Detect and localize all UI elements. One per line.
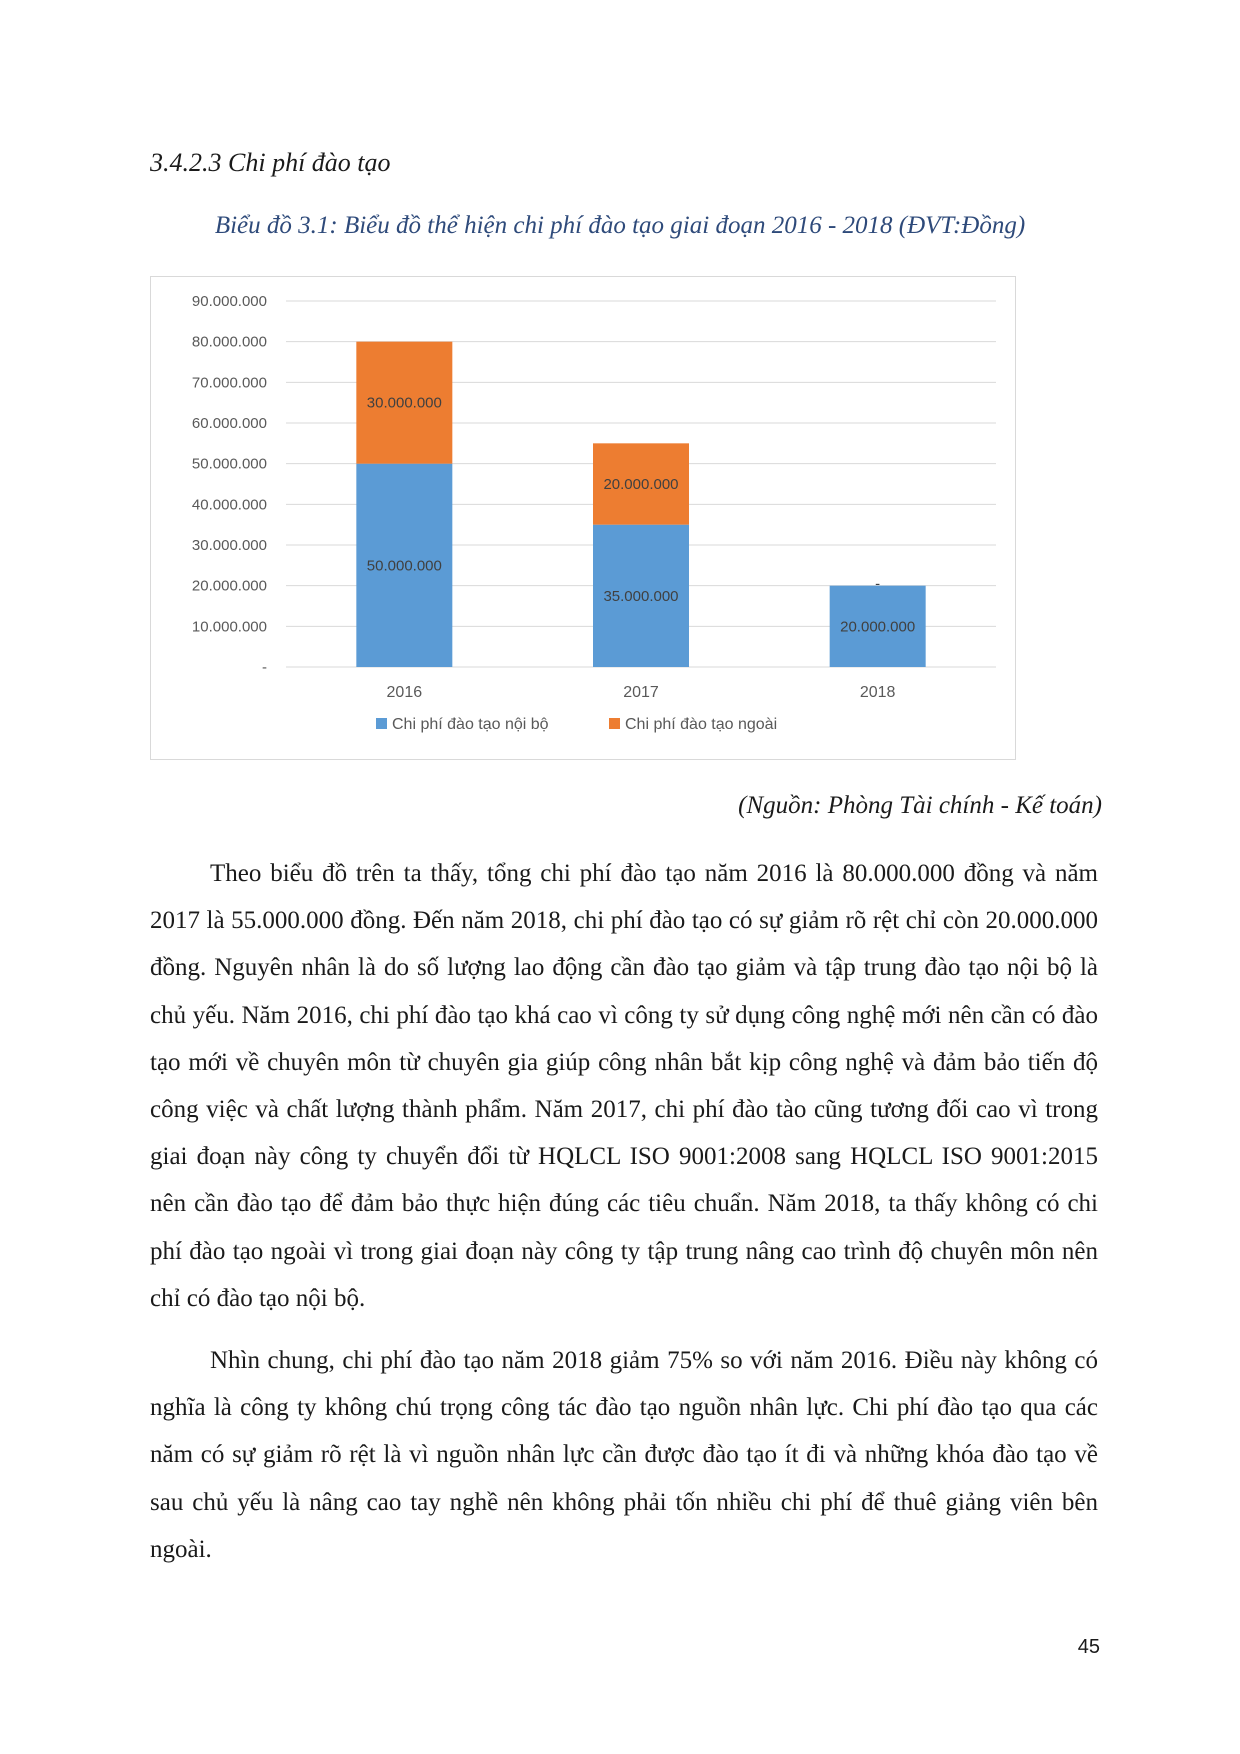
x-tick-label: 2018: [859, 684, 896, 701]
data-label: 20.000.000: [603, 476, 679, 493]
section-title: 3.4.2.3 Chi phí đào tạo: [150, 148, 391, 177]
legend-label: Chi phí đào tạo nội bộ: [392, 716, 549, 733]
legend-swatch: [376, 718, 387, 729]
page-number: 45: [1077, 1636, 1100, 1658]
data-label: 20.000.000: [840, 618, 916, 636]
chart-container: [150, 276, 1016, 760]
stacked-bar-chart: [151, 277, 1015, 759]
source-note: (Nguồn: Phòng Tài chính - Kế toán): [738, 792, 1102, 819]
paragraph-1: Theo biểu đồ trên ta thấy, tổng chi phí đào tạo năm 2016 là 80.000.000 đồng và năm 2017 là 55.000.000 đồng. Đến năm 2018, chi phí đào tạo có sự giảm rõ rệt chỉ còn 20.000.000 đồng. Nguyên nhân là do số lượng lao động cần đào tạo giảm và tập trung đào tạo nội bộ là chủ yếu. Năm 2016, chi phí đào tạo khá cao vì công ty sử dụng công nghệ mới nên cần có đào tạo mới về chuyên môn từ chuyên gia giúp công nhân bắt kịp công nghệ và đảm bảo tiến độ công việc và chất lượng thành phẩm. Năm 2017, chi phí đào tào cũng tương đối cao vì trong giai đoạn này công ty chuyển đổi từ HQLCL ISO 9001:2008 sang HQLCL ISO 9001:2015 nên cần đào tạo để đảm bảo thực hiện đúng các tiêu chuẩn. Năm 2018, ta thấy không có chi phí đào tạo ngoài vì trong giai đoạn này công ty tập trung nâng cao trình độ chuyên môn nên chỉ có đào tạo nội bộ.: [150, 860, 1098, 1312]
data-label: -: [875, 575, 881, 593]
y-tick-label: 70.000.000: [191, 374, 267, 392]
data-label: 35.000.000: [603, 587, 679, 605]
data-label: 50.000.000: [366, 557, 442, 575]
data-label: 30.000.000: [366, 394, 442, 412]
paragraph-2: Nhìn chung, chi phí đào tạo năm 2018 giảm 75% so với năm 2016. Điều này không có nghĩa là công ty không chú trọng công tác đào tạo nguồn nhân lực. Chi phí đào tạo qua các năm có sự giảm rõ rệt là vì nguồn nhân lực cần được đào tạo ít đi và những khóa đào tạo về sau chủ yếu là nâng cao tay nghề nên không phải tốn nhiều chi phí để thuê giảng viên bên ngoài.: [150, 1347, 1098, 1563]
y-tick-label: -: [262, 659, 267, 676]
x-tick-label: 2017: [623, 684, 659, 701]
y-tick-label: 30.000.000: [191, 537, 267, 554]
y-tick-label: 60.000.000: [191, 415, 267, 432]
y-tick-label: 80.000.000: [191, 333, 267, 351]
chart-caption: Biểu đồ 3.1: Biểu đồ thể hiện chi phí đào tạo giai đoạn 2016 - 2018 (ĐVT:Đồng): [214, 212, 1026, 239]
y-tick-label: 90.000.000: [191, 293, 267, 310]
y-tick-label: 10.000.000: [191, 618, 267, 636]
y-tick-label: 40.000.000: [191, 496, 267, 514]
y-tick-label: 50.000.000: [191, 455, 267, 473]
y-tick-label: 20.000.000: [191, 577, 267, 595]
legend-label: Chi phí đào tạo ngoài: [625, 716, 778, 733]
legend-swatch: [609, 718, 620, 729]
x-tick-label: 2016: [386, 684, 423, 701]
